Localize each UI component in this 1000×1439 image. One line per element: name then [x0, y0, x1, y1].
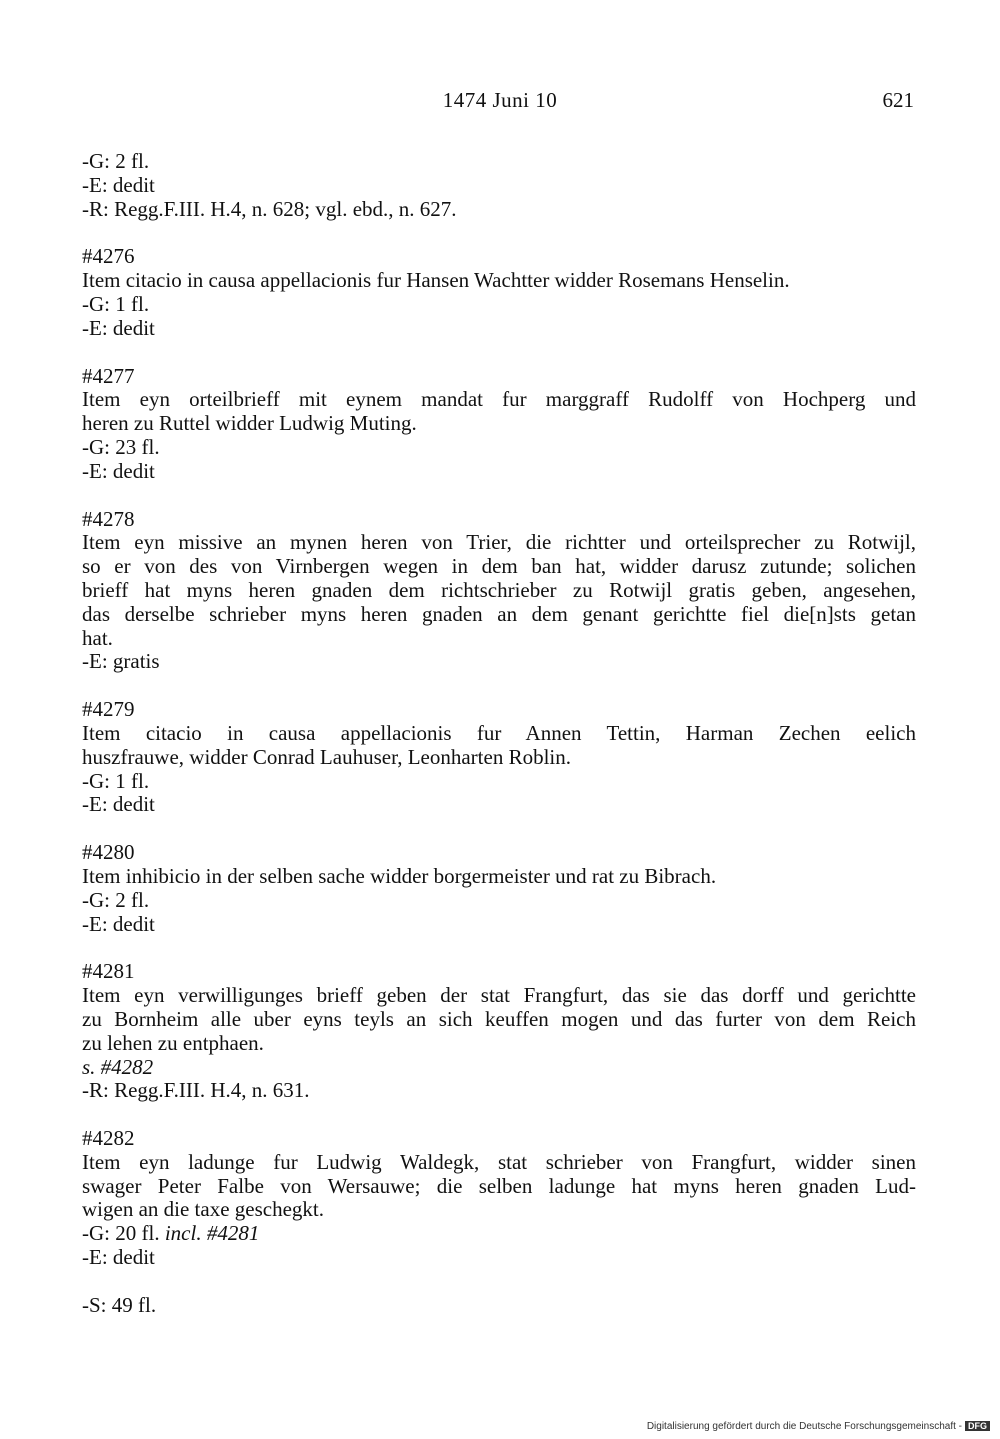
fee-line: -G: 1 fl.	[82, 768, 150, 793]
entry-text-line: zu Bornheim alle uber eyns teyls an sich keuffen mogen und das furter von dem Reich	[82, 1006, 916, 1031]
fee-amount: -G: 20 fl.	[82, 1221, 160, 1246]
sum-line: -S: 49 fl.	[82, 1292, 157, 1317]
entry-4281	[82, 960, 916, 1103]
dfg-logo: DFG	[965, 1421, 990, 1431]
entry-text-line: Item eyn orteilbrieff mit eynem mandat fur marggraff Rudolff von Hochperg und	[82, 387, 916, 412]
entry-text-line: Item eyn ladunge fur Ludwig Waldegk, stat schrieber von Frangfurt, widder sinen	[82, 1149, 916, 1174]
entry-id: #4276	[82, 244, 135, 269]
fee-line	[82, 1222, 916, 1246]
fee-note: incl. #4281	[164, 1221, 260, 1246]
document-body	[82, 150, 916, 1318]
entry-text-line: hat.	[82, 625, 113, 650]
entry-text-line: so er von des von Virnbergen wegen in dem ban hat, widder darusz zutunde; solichen	[82, 554, 916, 579]
status-line: -E: dedit	[82, 458, 155, 483]
entry-text-line: huszfrauwe, widder Conrad Lauhuser, Leonharten Roblin.	[82, 744, 572, 769]
fee-line: -G: 23 fl.	[82, 434, 160, 459]
entry-id: #4282	[82, 1126, 135, 1151]
status-line: -E: dedit	[82, 172, 155, 197]
funding-note: Digitalisierung gefördert durch die Deutsche Forschungsgemeinschaft -	[646, 1421, 962, 1432]
entry-id: #4280	[82, 840, 135, 865]
entry-text-line: das derselbe schrieber myns heren gnaden an dem genant gerichtte fiel die[n]sts getan	[82, 601, 916, 626]
fee-line: -G: 2 fl.	[82, 149, 150, 173]
entry-text-line: zu lehen zu entphaen.	[82, 1030, 264, 1055]
entry-text-line: Item eyn verwilligunges brieff geben der stat Frangfurt, das sie das dorff und gerichtte	[82, 983, 916, 1008]
cross-reference: s. #4282	[82, 1054, 154, 1079]
reference-line: -R: Regg.F.III. H.4, n. 628; vgl. ebd., n. 627.	[82, 196, 457, 221]
status-line: -E: dedit	[82, 792, 155, 817]
entry-4282	[82, 1127, 916, 1270]
entry-4277	[82, 365, 916, 484]
status-line: -E: dedit	[82, 911, 155, 936]
entry-text-line: brieff hat myns heren gnaden dem richtschrieber zu Rotwijl gratis geben, angesehen,	[82, 577, 916, 602]
funding-footer	[647, 1421, 990, 1432]
entry-4276	[82, 245, 916, 340]
entry-text-line: Item eyn missive an mynen heren von Trier, die richtter und orteilsprecher zu Rotwijl,	[82, 530, 916, 555]
page-number: 621	[882, 88, 914, 112]
fee-line: -G: 2 fl.	[82, 887, 150, 912]
entry-id: #4281	[82, 959, 135, 984]
entry-id: #4278	[82, 506, 135, 531]
entry-continuation	[82, 150, 916, 221]
status-line: -E: dedit	[82, 1245, 155, 1270]
page-header	[0, 88, 1000, 118]
entry-id: #4279	[82, 697, 135, 722]
entry-text-line: swager Peter Falbe von Wersauwe; die selben ladunge hat myns heren gnaden Lud-	[82, 1173, 916, 1198]
entry-id: #4277	[82, 363, 135, 388]
entry-text-line: Item citacio in causa appellacionis fur Hansen Wachtter widder Rosemans Henselin.	[82, 268, 790, 293]
running-title: 1474 Juni 10	[442, 88, 558, 112]
entry-text-line: heren zu Ruttel widder Ludwig Muting.	[82, 411, 417, 436]
entry-text-line: Item inhibicio in der selben sache widder borgermeister und rat zu Bibrach.	[82, 863, 717, 888]
entry-text-line: Item citacio in causa appellacionis fur Annen Tettin, Harman Zechen eelich	[82, 720, 916, 745]
entry-4280	[82, 841, 916, 936]
entry-4278	[82, 508, 916, 675]
fee-line: -G: 1 fl.	[82, 291, 150, 316]
reference-line: -R: Regg.F.III. H.4, n. 631.	[82, 1078, 310, 1103]
status-line: -E: dedit	[82, 315, 155, 340]
status-line: -E: gratis	[82, 649, 160, 674]
entry-text-line: wigen an die taxe geschegkt.	[82, 1197, 324, 1222]
entry-4279	[82, 698, 916, 817]
summary-block	[82, 1294, 916, 1318]
